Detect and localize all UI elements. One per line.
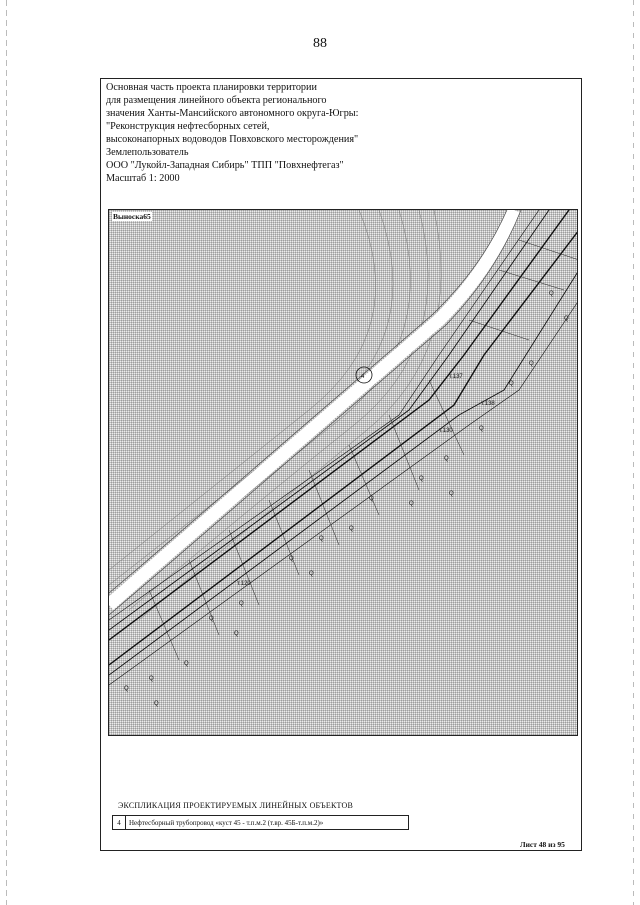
svg-text:Q: Q <box>479 426 484 432</box>
title-line: ООО "Лукойл-Западная Сибирь" ТПП "Повхнефтегаз" <box>106 160 344 171</box>
title-line: Землепользователь <box>106 147 189 158</box>
legend-row-number: 4 <box>113 816 126 829</box>
title-line: Основная часть проекта планировки территории <box>106 82 317 93</box>
title-line: "Реконструкция нефтесборных сетей, <box>106 121 270 132</box>
svg-text:Q: Q <box>419 476 424 482</box>
road-band <box>109 210 514 605</box>
svg-text:Q: Q <box>369 496 374 502</box>
callout-marker: 4 <box>361 374 365 380</box>
svg-text:Q: Q <box>239 601 244 607</box>
legend-row-text: Нефтесборный трубопровод «куст 45 - т.п.м.2 (т.вр. 45Б-т.п.м.2)» <box>129 818 324 827</box>
point-label: т.138 <box>481 401 495 407</box>
point-label: т.120 <box>237 581 251 587</box>
plan-map <box>108 209 578 736</box>
title-line: Масштаб 1: 2000 <box>106 173 180 184</box>
title-block <box>106 81 406 185</box>
title-line: для размещения линейного объекта регионального <box>106 95 327 106</box>
svg-text:Q: Q <box>549 291 554 297</box>
title-line: высоконапорных водоводов Повховского месторождения" <box>106 134 359 145</box>
svg-text:Q: Q <box>209 616 214 622</box>
legend-title: ЭКСПЛИКАЦИЯ ПРОЕКТИРУЕМЫХ ЛИНЕЙНЫХ ОБЪЕКТОВ <box>118 801 354 810</box>
svg-text:Q: Q <box>349 526 354 532</box>
svg-text:Q: Q <box>564 316 569 322</box>
sheet-counter: Лист 48 из 95 <box>520 840 565 849</box>
svg-text:Q: Q <box>509 381 514 387</box>
svg-text:Q: Q <box>449 491 454 497</box>
svg-text:Q: Q <box>529 361 534 367</box>
title-line: значения Ханты-Мансийского автономного округа-Югры: <box>106 108 359 119</box>
page-number: 88 <box>313 36 327 51</box>
point-label: т.130 <box>439 428 453 434</box>
plan-map-drawing <box>109 210 578 736</box>
svg-text:Q: Q <box>149 676 154 682</box>
svg-text:Q: Q <box>184 661 189 667</box>
svg-text:Q: Q <box>234 631 239 637</box>
legend-row <box>112 815 409 830</box>
svg-text:Q: Q <box>319 536 324 542</box>
svg-text:Q: Q <box>409 501 414 507</box>
callout-label: Выноска65 <box>113 212 151 221</box>
point-label: т.137 <box>449 374 463 380</box>
svg-text:Q: Q <box>154 701 159 707</box>
svg-text:Q: Q <box>444 456 449 462</box>
svg-text:Q: Q <box>309 571 314 577</box>
svg-text:Q: Q <box>124 686 129 692</box>
scan-edge-right <box>633 0 634 905</box>
road-edge <box>109 210 507 593</box>
svg-text:Q: Q <box>289 556 294 562</box>
scan-edge-left <box>6 0 7 905</box>
pipeline-corridor <box>109 210 578 685</box>
